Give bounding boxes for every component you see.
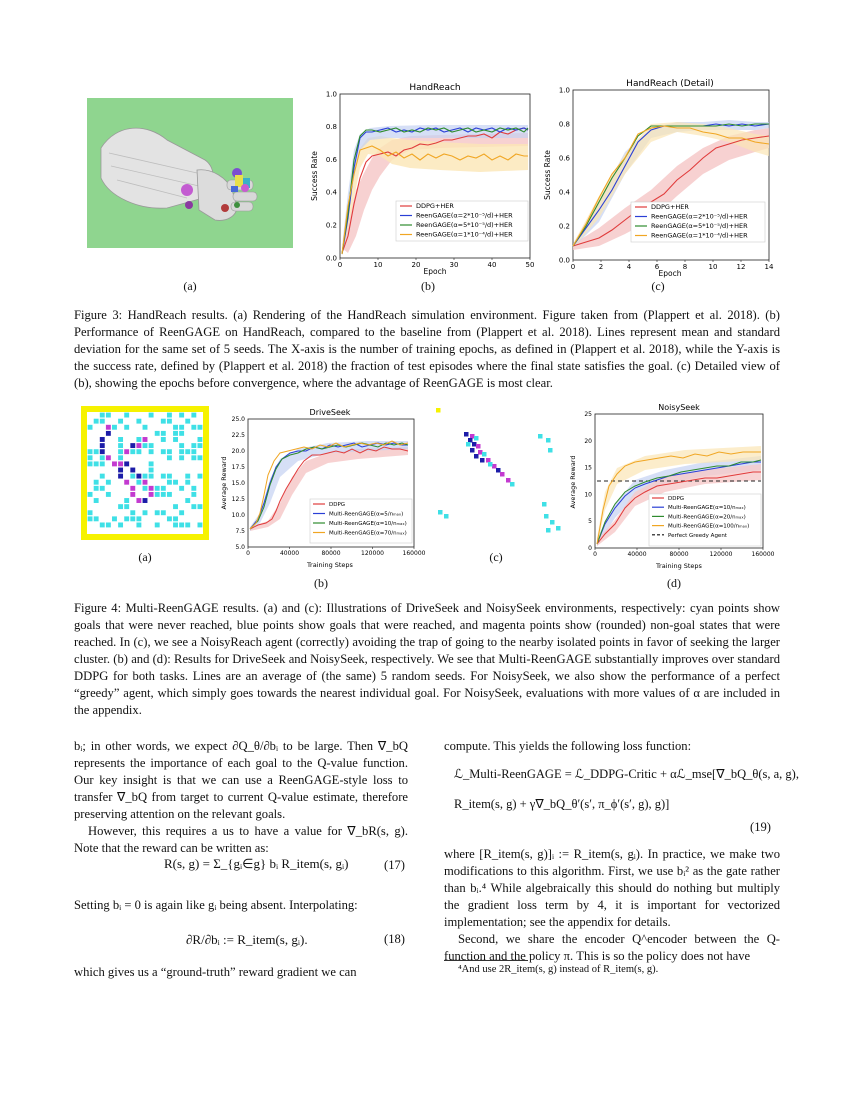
y-axis-label: Average Reward <box>569 455 577 509</box>
fig3-sublabel-a: (a) <box>183 279 197 293</box>
x-tick-label: 80000 <box>321 550 341 557</box>
legend-entry: DDPG+HER <box>651 203 689 211</box>
right-paragraph-1: compute. This yields the following loss function: <box>444 739 692 753</box>
x-tick-label: 120000 <box>709 551 733 558</box>
figure4-caption: Figure 4: Multi-ReenGAGE results. (a) and (c): Illustrations of DriveSeek and NoisySeek environments, respectively: cyan points show goals that were never reached, blue points show goals that were reached, and magenta points show (rounded) non-goal states that were reached. In (c), we see a NoisyReach agent (correctly) avoiding the trap of going to the nearby isolated points in favor of seeking the larger cluster. (b) and (d): Results for DriveSeek and NoisySeek, respectively. We see that Multi-ReenGAGE substantially improves over standard DDPG for both tasks. Lines are an average of (the same) 5 random seeds. For NoisySeek, we also show the performance of a perfect “greedy” agent, which simply goes towards the nearest individual goal. For NoisySeek, evaluations with more values of α are included in the appendix. <box>74 601 780 717</box>
y-tick-label: 25 <box>584 411 592 418</box>
x-tick-label: 160000 <box>751 551 775 558</box>
equation-17-number: (17) <box>384 858 405 872</box>
figure3-caption: Figure 3: HandReach results. (a) Rendering of the HandReach simulation environment. Figure taken from (Plappert et al. 2018). (b) Performance of ReenGAGE on HandReach, compared to the baseline from (Plappert et al. 2018). Lines represent mean and standard deviation for the same set of 5 seeds. The X-axis is the number of training epochs, as defined in (Plappert et al. 2018), while the Y-axis is the success rate, defined by (Plappert et al. 2018) the fraction of test episodes where the final state satisfies the goal. (c) Detailed view of (b), showing the epochs before convergence, where the advantage of ReenGAGE is most clear. <box>74 308 780 390</box>
legend-entry: Multi-ReenGAGE(α=20/nₘₐₓ) <box>668 514 746 521</box>
fig3-sublabel-c: (c) <box>651 279 665 293</box>
x-tick-label: 12 <box>736 263 746 271</box>
x-tick-label: 160000 <box>402 550 426 557</box>
y-tick-label: 5 <box>588 518 592 526</box>
legend-entry: ReenGAGE(α=1*10⁻⁴/d)+HER <box>651 231 748 240</box>
left-paragraph-3: Setting bᵢ = 0 is again like gᵢ being absent. Interpolating: <box>74 898 358 912</box>
legend-entry: DDPG <box>329 502 346 508</box>
y-tick-label: 25.0 <box>231 416 245 423</box>
footnote-rule <box>444 960 528 961</box>
y-tick-label: 0.8 <box>558 120 570 129</box>
legend-entry: ReenGAGE(α=2*10⁻⁵/d)+HER <box>651 212 748 221</box>
chart-title: HandReach <box>409 83 461 93</box>
y-tick-label: 0.6 <box>558 154 570 163</box>
y-tick-label: 12.5 <box>231 496 245 503</box>
y-tick-label: 15 <box>584 464 592 472</box>
handreach-chart <box>300 78 550 278</box>
fig4-sublabel-b: (b) <box>314 576 328 590</box>
noisyseek-illustration <box>430 402 565 538</box>
x-tick-label: 8 <box>682 263 688 271</box>
y-tick-label: 5.0 <box>235 544 245 551</box>
right-paragraph-3: Second, we share the encoder Q^encoder between the Q-function and the policy π. This is so the policy does not have <box>444 932 780 963</box>
x-axis-label: Epoch <box>423 267 447 276</box>
fig4-sublabel-d: (d) <box>667 576 681 590</box>
x-axis-label: Training Steps <box>307 561 353 569</box>
y-tick-label: 0.4 <box>325 188 337 197</box>
x-tick-label: 4 <box>626 263 632 271</box>
y-tick-label: 10 <box>584 491 592 499</box>
left-paragraph-1: bᵢ; in other words, we expect ∂Q_θ/∂bᵢ to be large. Then ∇_bQ represents the importance of each goal to the Q-value function. Our key insight is that we can use a ReenGAGE-style loss to transfer ∇_bQ from target to current Q-value estimate, therefore preserving attention on the relevant goals. <box>74 739 408 821</box>
x-tick-label: 40000 <box>627 551 647 558</box>
y-tick-label: 0.2 <box>558 222 570 231</box>
right-paragraph-2: where [R_item(s, g)]ᵢ := R_item(s, gᵢ). In practice, we make two modifications to this algorithm. First, we use bᵢ² as the gate rather than bᵢ.⁴ While algebraically this should do nothing but multiply the gradient loss term by 4, it is important for vectorized implementation; see the appendix for details. <box>444 847 780 929</box>
y-tick-label: 0 <box>588 545 592 552</box>
legend-entry: Perfect Greedy Agent <box>668 532 727 539</box>
chart-title: DriveSeek <box>309 408 351 417</box>
y-axis-label: Success Rate <box>543 150 552 200</box>
equation-17: R(s, g) = Σ_{gᵢ∈g} bᵢ R_item(s, gᵢ) <box>164 856 349 871</box>
legend-entry: DDPG+HER <box>416 202 454 210</box>
driveseek-chart <box>218 403 426 571</box>
x-tick-label: 2 <box>598 263 604 271</box>
legend-entry: ReenGAGE(α=5*10⁻⁵/d)+HER <box>651 222 748 230</box>
footnote-4: ⁴And use 2R_item(s, g) instead of R_item(s, g). <box>458 964 659 975</box>
y-tick-label: 1.0 <box>558 86 570 95</box>
x-tick-label: 0 <box>337 261 343 269</box>
x-tick-label: 10 <box>708 263 718 271</box>
left-column <box>74 738 408 857</box>
legend-entry: Multi-ReenGAGE(α=70/nₘₐₓ) <box>329 530 407 537</box>
y-tick-label: 7.5 <box>235 528 245 535</box>
x-tick-label: 6 <box>654 263 660 271</box>
y-axis-label: Average Reward <box>220 456 228 510</box>
equation-19-line2: R_item(s, g) + γ∇_bQ_θ′(s′, π_ϕ′(s′, g), g)] <box>454 797 670 811</box>
y-tick-label: 0.2 <box>325 221 337 230</box>
y-tick-label: 0.8 <box>325 123 337 132</box>
x-tick-label: 40000 <box>279 550 300 557</box>
x-tick-label: 30 <box>449 261 459 269</box>
equation-19-line1: ℒ_Multi-ReenGAGE = ℒ_DDPG-Critic + αℒ_mse[∇_bQ_θ(s, a, g), <box>454 767 799 781</box>
chart-title: NoisySeek <box>658 403 700 412</box>
x-tick-label: 20 <box>411 261 421 269</box>
fig3-sublabel-b: (b) <box>421 279 435 293</box>
x-tick-label: 0 <box>246 550 250 557</box>
fig4-sublabel-c: (c) <box>489 550 503 564</box>
x-tick-label: 0 <box>570 263 576 271</box>
x-tick-label: 10 <box>373 261 383 269</box>
handreach-detail-chart <box>535 78 785 278</box>
chart-title: HandReach (Detail) <box>626 79 714 89</box>
y-tick-label: 20 <box>584 437 592 445</box>
y-tick-label: 10.0 <box>231 512 245 519</box>
driveseek-illustration <box>81 406 209 540</box>
right-column-body <box>444 846 780 965</box>
legend-entry: ReenGAGE(α=1*10⁻⁴/d)+HER <box>416 230 513 239</box>
y-tick-label: 22.5 <box>231 432 245 439</box>
noisyseek-chart <box>565 400 775 572</box>
x-tick-label: 50 <box>525 261 535 269</box>
legend-entry: DDPG <box>668 496 685 502</box>
legend-entry: Multi-ReenGAGE(α=10/nₘₐₓ) <box>329 521 407 527</box>
x-axis-label: Epoch <box>658 269 682 278</box>
equation-18-number: (18) <box>384 932 405 946</box>
legend-entry: Multi-ReenGAGE(α=100/nₘₐₓ) <box>668 523 750 530</box>
y-tick-label: 15.0 <box>231 480 245 487</box>
legend-entry: ReenGAGE(α=2*10⁻⁵/d)+HER <box>416 211 513 220</box>
y-tick-label: 0.0 <box>558 256 570 265</box>
left-paragraph-2: However, this requires a us to have a value for ∇_bR(s, g). Note that the reward can be written as: <box>74 824 408 855</box>
y-axis-label: Success Rate <box>310 151 319 201</box>
legend-entry: Multi-ReenGAGE(α=5/nₘₐₓ) <box>329 511 404 518</box>
fig4-sublabel-a: (a) <box>138 550 152 564</box>
equation-19-number: (19) <box>750 820 771 834</box>
legend-entry: Multi-ReenGAGE(α=10/nₘₐₓ) <box>668 505 746 512</box>
y-tick-label: 0.0 <box>325 254 337 263</box>
y-tick-label: 20.0 <box>231 448 245 455</box>
y-tick-label: 0.4 <box>558 188 570 197</box>
y-tick-label: 1.0 <box>325 90 337 99</box>
y-tick-label: 0.6 <box>325 155 337 164</box>
x-tick-label: 14 <box>764 263 774 271</box>
left-paragraph-4: which gives us a “ground-truth” reward gradient we can <box>74 965 357 979</box>
x-tick-label: 40 <box>487 261 497 269</box>
x-tick-label: 80000 <box>669 551 689 558</box>
equation-18: ∂R/∂bᵢ := R_item(s, gᵢ). <box>186 932 308 947</box>
x-axis-label: Training Steps <box>656 562 702 570</box>
handreach-rendering <box>87 98 293 248</box>
x-tick-label: 0 <box>593 551 597 558</box>
x-tick-label: 120000 <box>361 550 384 557</box>
y-tick-label: 17.5 <box>231 464 245 471</box>
legend-entry: ReenGAGE(α=5*10⁻⁵/d)+HER <box>416 221 513 229</box>
